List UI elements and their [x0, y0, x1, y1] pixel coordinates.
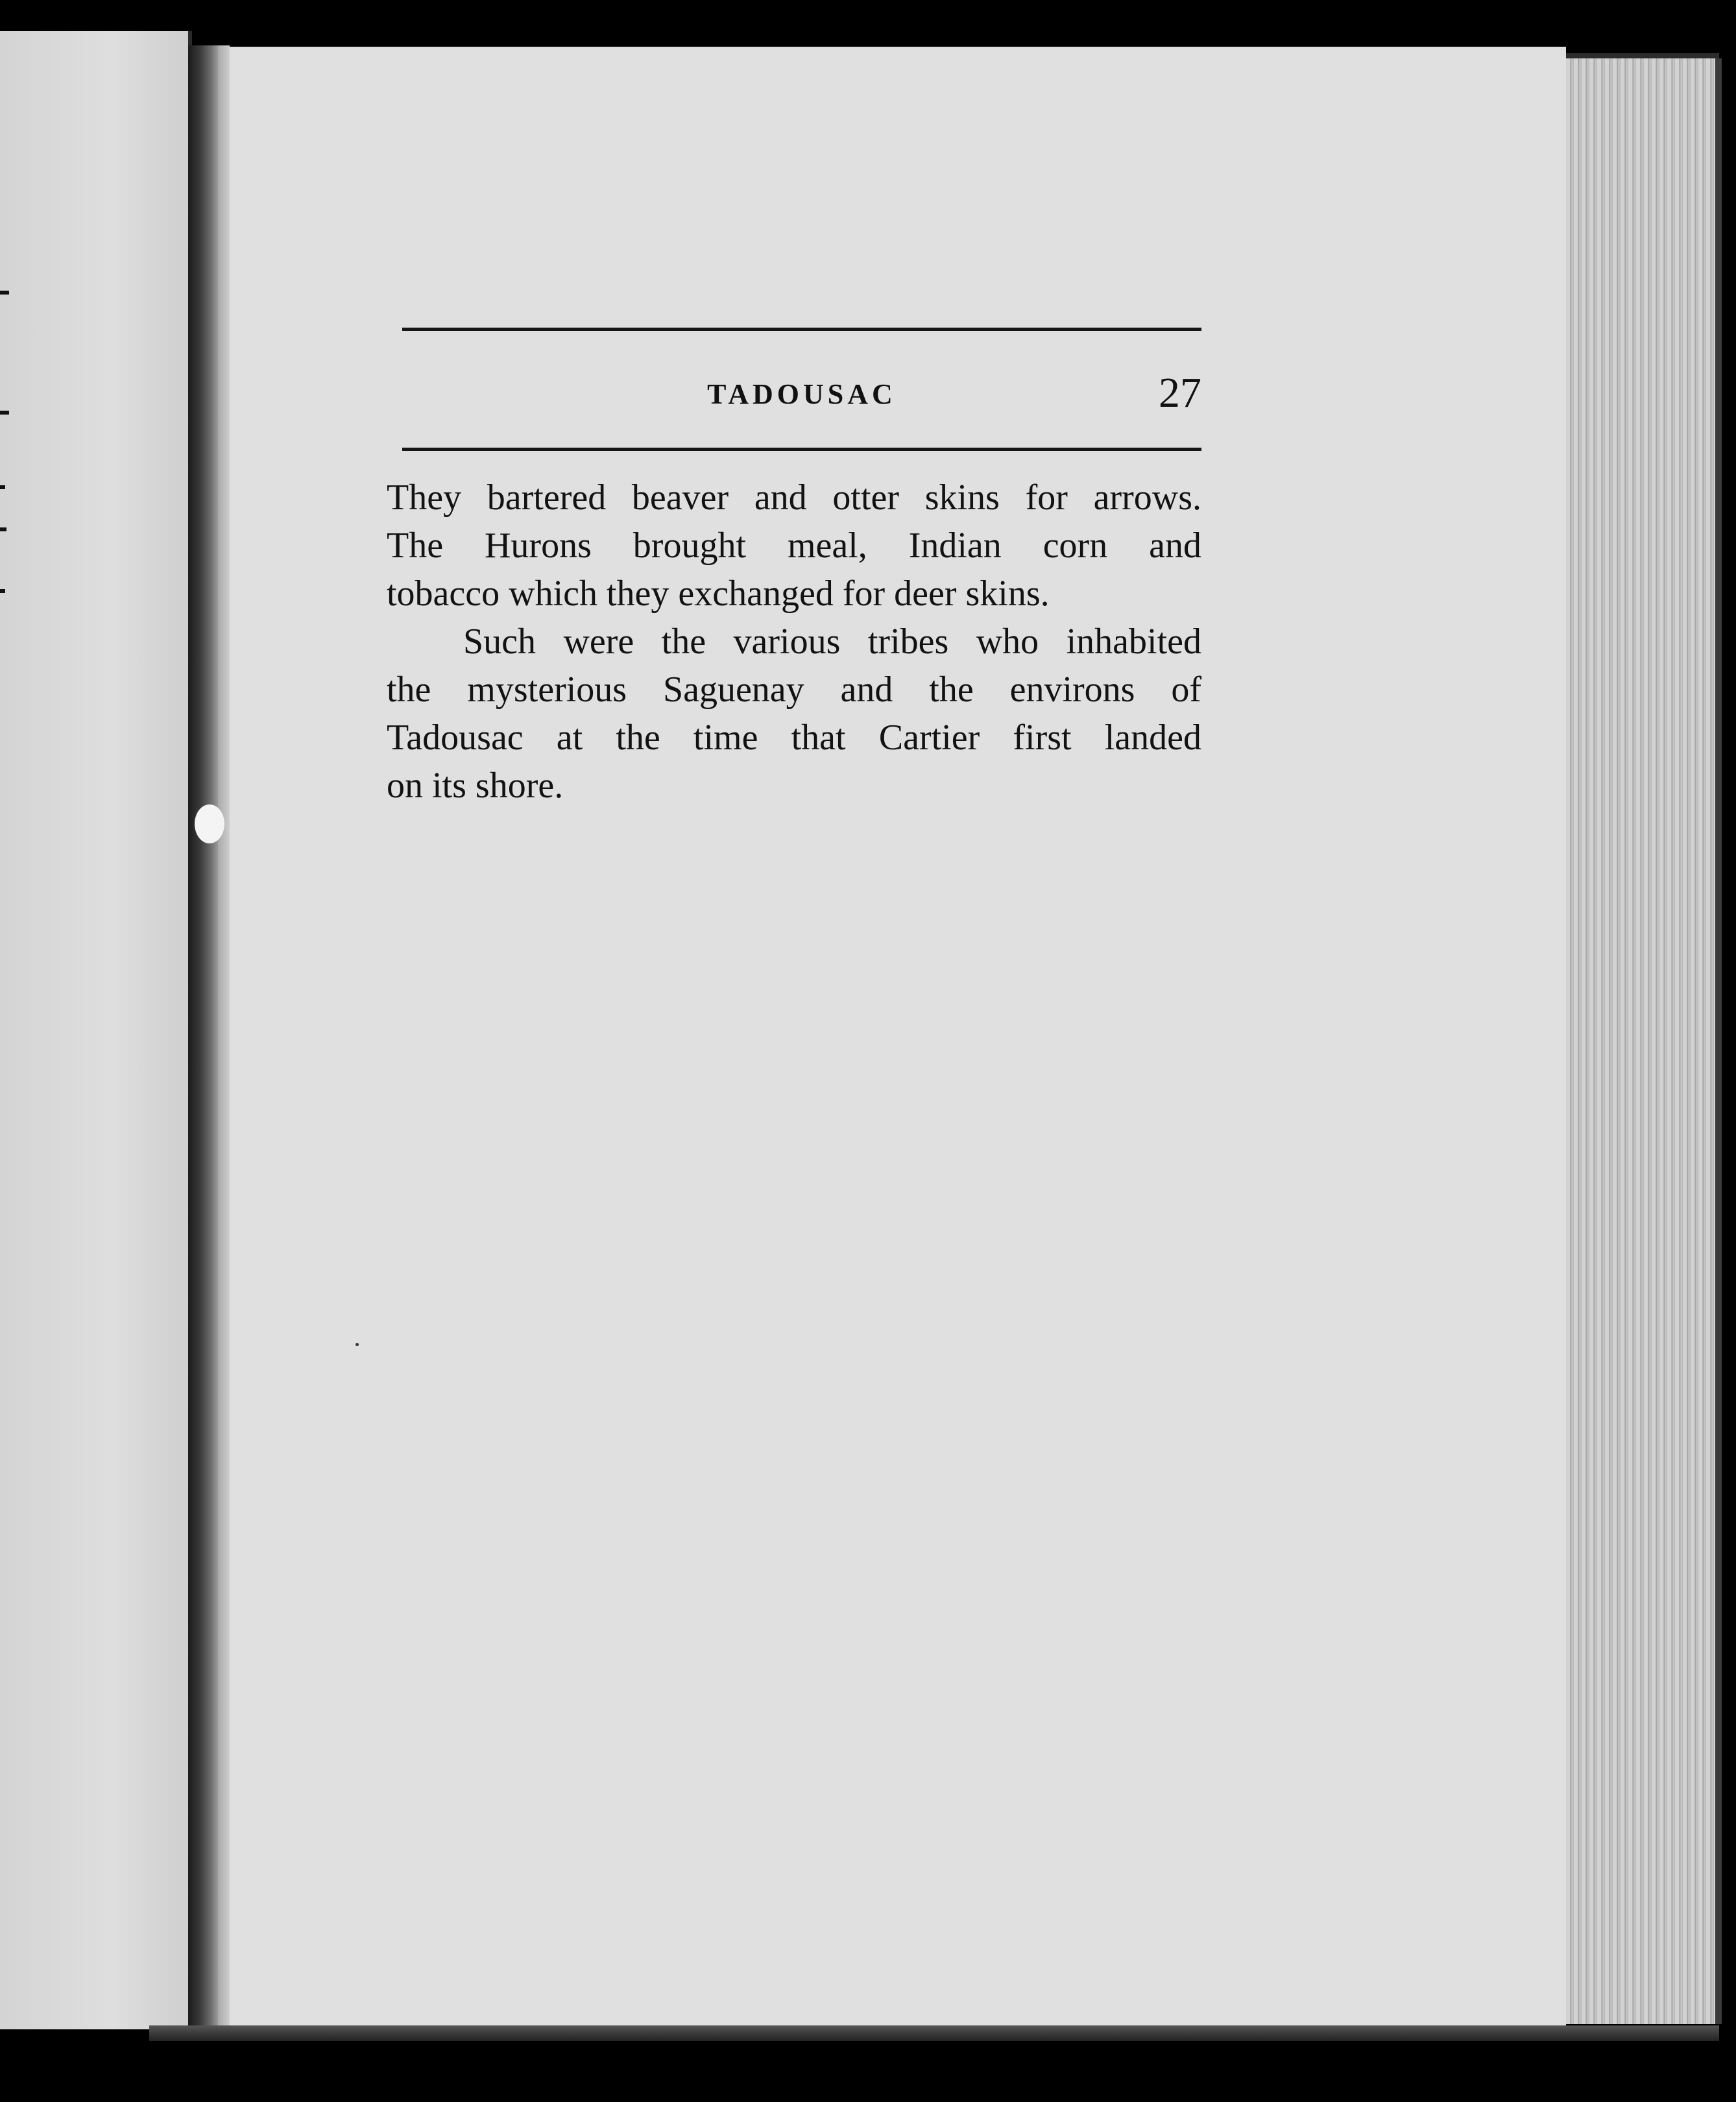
facing-page-edge: [0, 31, 192, 2029]
page-bottom-edge: [149, 2025, 1719, 2041]
book-page: [230, 47, 1566, 2025]
text-line: Tadousac at the time that Cartier first landed: [387, 718, 1201, 758]
gutter-highlight: [218, 45, 230, 2031]
book-gutter: [188, 45, 218, 2031]
text-line: the mysterious Saguenay and the environs of: [387, 670, 1201, 710]
paragraph: [387, 618, 1201, 810]
paragraph: [387, 474, 1201, 618]
text-line: on its shore.: [387, 766, 564, 806]
paper-blemish: [195, 804, 224, 843]
text-line: They bartered beaver and otter skins for arrows.: [387, 477, 1201, 518]
text-line: tobacco which they exchanged for deer skins.: [387, 574, 1050, 614]
body-text: [387, 474, 1201, 810]
text-line: Such were the various tribes who inhabited: [463, 622, 1201, 662]
ink-mark: [0, 527, 6, 531]
header-rule-top: [402, 328, 1201, 331]
ink-mark: [0, 411, 9, 415]
running-head-title: TADOUSAC: [707, 378, 897, 410]
ink-mark: [0, 589, 5, 593]
header-rule-bottom: [402, 448, 1201, 451]
dust-speck: [356, 1343, 359, 1346]
page-number: 27: [1159, 369, 1201, 417]
text-line: The Hurons brought meal, Indian corn and: [387, 526, 1201, 566]
running-head: [402, 363, 1201, 422]
ink-mark: [0, 291, 9, 295]
page-stack-edges: [1566, 58, 1722, 2024]
ink-mark: [0, 485, 5, 489]
